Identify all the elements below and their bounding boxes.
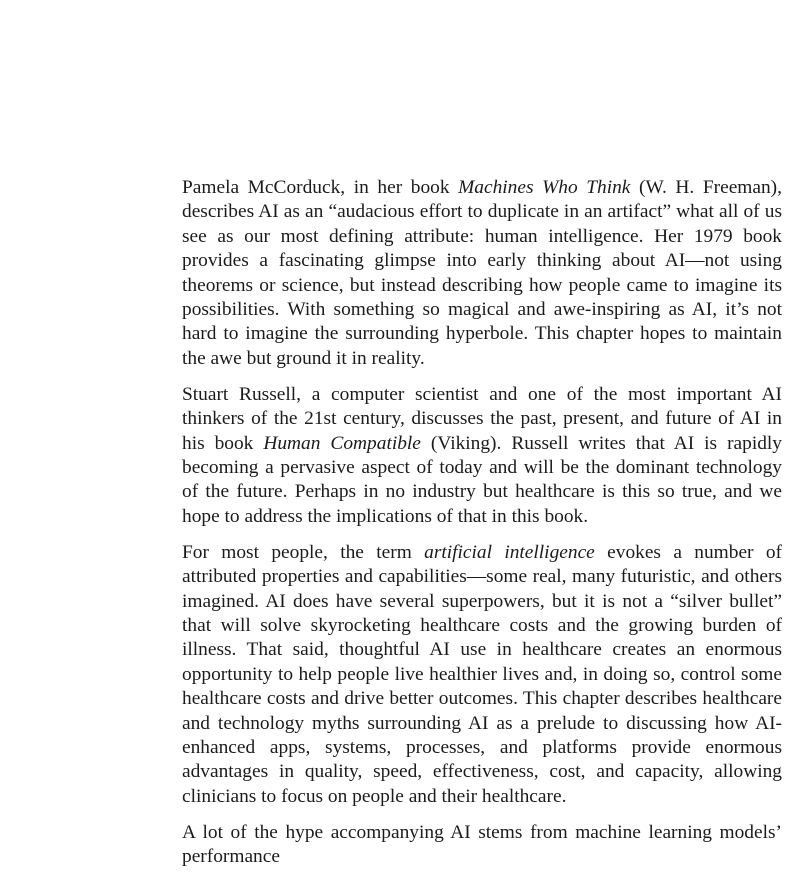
book-title-human-compatible: Human Compatible (263, 432, 421, 454)
term-artificial-intelligence: artificial intelligence (424, 541, 595, 563)
paragraph-mccorduck (182, 176, 782, 371)
text-run: Stuart Russell, a computer scientist and one of the most important AI thinkers of the 21st century, discusses the past, present, and future of AI in his book (182, 383, 782, 454)
paragraph-hype (182, 821, 782, 870)
text-run: Pamela McCorduck, in her book (182, 177, 459, 198)
text-run: For most people, the term (182, 541, 425, 563)
body-text (182, 176, 782, 881)
paragraph-russell (182, 383, 782, 529)
text-run: A lot of the hype accompanying AI stems from machine learning models’ performance (182, 821, 782, 868)
text-run: (Viking). Russell writes that AI is rapidly becoming a pervasive aspect of today and will be the dominant technology of the future. Perhaps in no industry but healthcare is this so true, and we hope to address the implications of that in this book. (182, 432, 782, 527)
paragraph-artificial-intelligence (182, 541, 782, 809)
book-title-machines-who-think: Machines Who Think (458, 177, 631, 198)
text-run: (W. H. Freeman), describes AI as an “audacious effort to duplicate in an artifact” what all of us see as our most defining attribute: human intelligence. Her 1979 book provides a fascinating glimpse into early thinking about AI—not using theorems or science, but instead describing how people came to imagine its possibilities. With something so magical and awe-inspiring as AI, it’s not hard to imagine the surrounding hyperbole. This chapter hopes to maintain the awe but ground it in reality. (182, 177, 782, 369)
text-run: evokes a number of attributed properties and capabilities—some real, many futuristic, and others imagined. AI does have several superpowers, but it is not a “silver bullet” that will solve skyrocketing healthcare costs and the growing burden of illness. That said, thoughtful AI use in healthcare creates an enormous opportunity to help people live healthier lives and, in doing so, control some healthcare costs and drive better outcomes. This chapter describes healthcare and technology myths surrounding AI as a prelude to discussing how AI-enhanced apps, systems, processes, and platforms provide enormous advantages in quality, speed, effectiveness, cost, and capacity, allowing clinicians to focus on people and their healthcare. (182, 541, 782, 807)
